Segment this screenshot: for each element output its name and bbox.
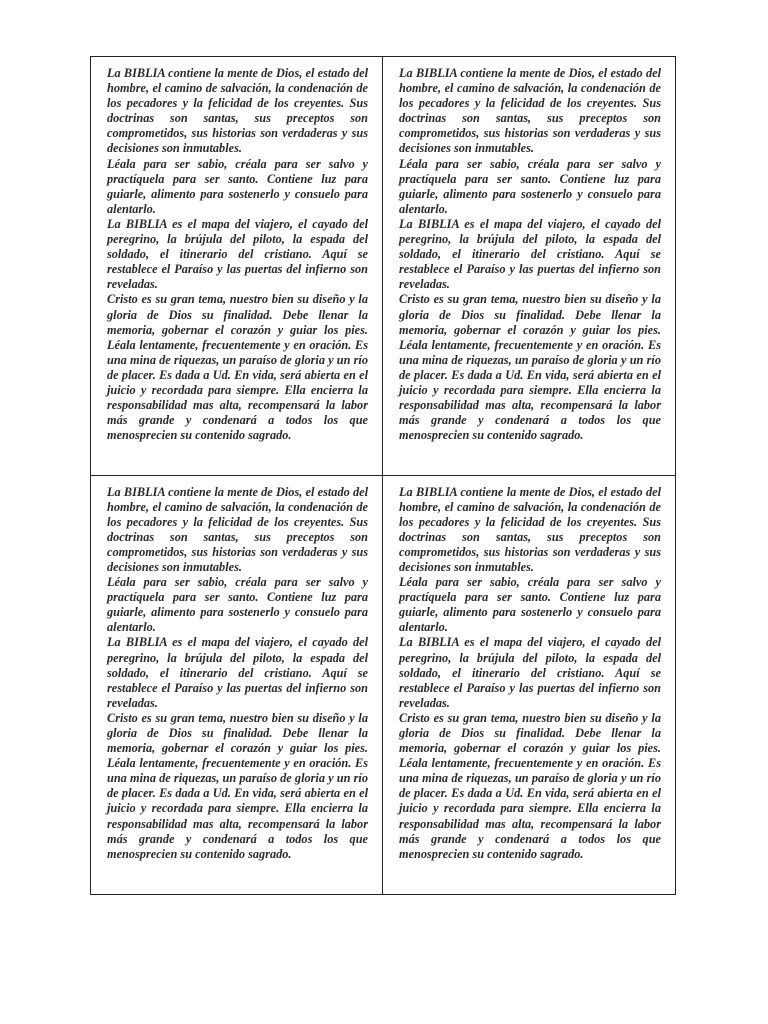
card-sheet xyxy=(90,56,676,895)
card-paragraph-4: Cristo es su gran tema, nuestro bien su diseño y la gloria de Dios su finalidad. Debe llenar la memoria, gobernar el corazón y guiar los pies. Léala lentamente, frecuentemente y en oración. Es una mina de riquezas, un paraíso de gloria y un río de placer. Es dada a Ud. En vida, será abierta en el juicio y recordada para siempre. Ella encierra la responsabilidad mas alta, recompensará la labor más grande y condenará a todos los que menosprecien su contenido sagrado. xyxy=(399,710,661,861)
card-paragraph-2: Léala para ser sabio, créala para ser salvo y practíquela para ser santo. Contiene luz para guiarle, alimento para sostenerlo y consuelo para alentarlo. xyxy=(399,156,661,216)
bible-card-bottom-right xyxy=(383,476,675,895)
card-paragraph-1: La BIBLIA contiene la mente de Dios, el estado del hombre, el camino de salvación, la condenación de los pecadores y la felicidad de los creyentes. Sus doctrinas son santas, sus preceptos son comprometidos, sus historias son verdaderas y sus decisiones son inmutables. xyxy=(107,66,368,156)
card-paragraph-2: Léala para ser sabio, créala para ser salvo y practíquela para ser santo. Contiene luz para guiarle, alimento para sostenerlo y consuelo para alentarlo. xyxy=(107,575,368,635)
card-paragraph-3: La BIBLIA es el mapa del viajero, el cayado del peregrino, la brújula del piloto, la espada del soldado, el itinerario del cristiano. Aquí se restablece el Paraíso y las puertas del infierno son reveladas. xyxy=(107,216,368,292)
bible-card-bottom-left xyxy=(91,476,383,895)
card-paragraph-1: La BIBLIA contiene la mente de Dios, el estado del hombre, el camino de salvación, la condenación de los pecadores y la felicidad de los creyentes. Sus doctrinas son santas, sus preceptos son comprometidos, sus historias son verdaderas y sus decisiones son inmutables. xyxy=(107,484,368,574)
card-paragraph-4: Cristo es su gran tema, nuestro bien su diseño y la gloria de Dios su finalidad. Debe llenar la memoria, gobernar el corazón y guiar los pies. Léala lentamente, frecuentemente y en oración. Es una mina de riquezas, un paraíso de gloria y un río de placer. Es dada a Ud. En vida, será abierta en el juicio y recordada para siempre. Ella encierra la responsabilidad mas alta, recompensará la labor más grande y condenará a todos los que menosprecien su contenido sagrado. xyxy=(399,292,661,443)
card-paragraph-2: Léala para ser sabio, créala para ser salvo y practíquela para ser santo. Contiene luz para guiarle, alimento para sostenerlo y consuelo para alentarlo. xyxy=(399,575,661,635)
card-paragraph-4: Cristo es su gran tema, nuestro bien su diseño y la gloria de Dios su finalidad. Debe llenar la memoria, gobernar el corazón y guiar los pies. Léala lentamente, frecuentemente y en oración. Es una mina de riquezas, un paraíso de gloria y un río de placer. Es dada a Ud. En vida, será abierta en el juicio y recordada para siempre. Ella encierra la responsabilidad mas alta, recompensará la labor más grande y condenará a todos los que menosprecien su contenido sagrado. xyxy=(107,292,368,443)
card-paragraph-4: Cristo es su gran tema, nuestro bien su diseño y la gloria de Dios su finalidad. Debe llenar la memoria, gobernar el corazón y guiar los pies. Léala lentamente, frecuentemente y en oración. Es una mina de riquezas, un paraíso de gloria y un río de placer. Es dada a Ud. En vida, será abierta en el juicio y recordada para siempre. Ella encierra la responsabilidad mas alta, recompensará la labor más grande y condenará a todos los que menosprecien su contenido sagrado. xyxy=(107,710,368,861)
card-paragraph-1: La BIBLIA contiene la mente de Dios, el estado del hombre, el camino de salvación, la condenación de los pecadores y la felicidad de los creyentes. Sus doctrinas son santas, sus preceptos son comprometidos, sus historias son verdaderas y sus decisiones son inmutables. xyxy=(399,484,661,574)
card-paragraph-1: La BIBLIA contiene la mente de Dios, el estado del hombre, el camino de salvación, la condenación de los pecadores y la felicidad de los creyentes. Sus doctrinas son santas, sus preceptos son comprometidos, sus historias son verdaderas y sus decisiones son inmutables. xyxy=(399,66,661,156)
card-paragraph-3: La BIBLIA es el mapa del viajero, el cayado del peregrino, la brújula del piloto, la espada del soldado, el itinerario del cristiano. Aquí se restablece el Paraíso y las puertas del infierno son reveladas. xyxy=(399,635,661,710)
card-paragraph-3: La BIBLIA es el mapa del viajero, el cayado del peregrino, la brújula del piloto, la espada del soldado, el itinerario del cristiano. Aquí se restablece el Paraíso y las puertas del infierno son reveladas. xyxy=(107,635,368,710)
bible-card-top-right xyxy=(383,57,675,476)
card-paragraph-3: La BIBLIA es el mapa del viajero, el cayado del peregrino, la brújula del piloto, la espada del soldado, el itinerario del cristiano. Aquí se restablece el Paraíso y las puertas del infierno son reveladas. xyxy=(399,216,661,292)
bible-card-top-left xyxy=(91,57,383,476)
card-paragraph-2: Léala para ser sabio, créala para ser salvo y practíquela para ser santo. Contiene luz para guiarle, alimento para sostenerlo y consuelo para alentarlo. xyxy=(107,156,368,216)
